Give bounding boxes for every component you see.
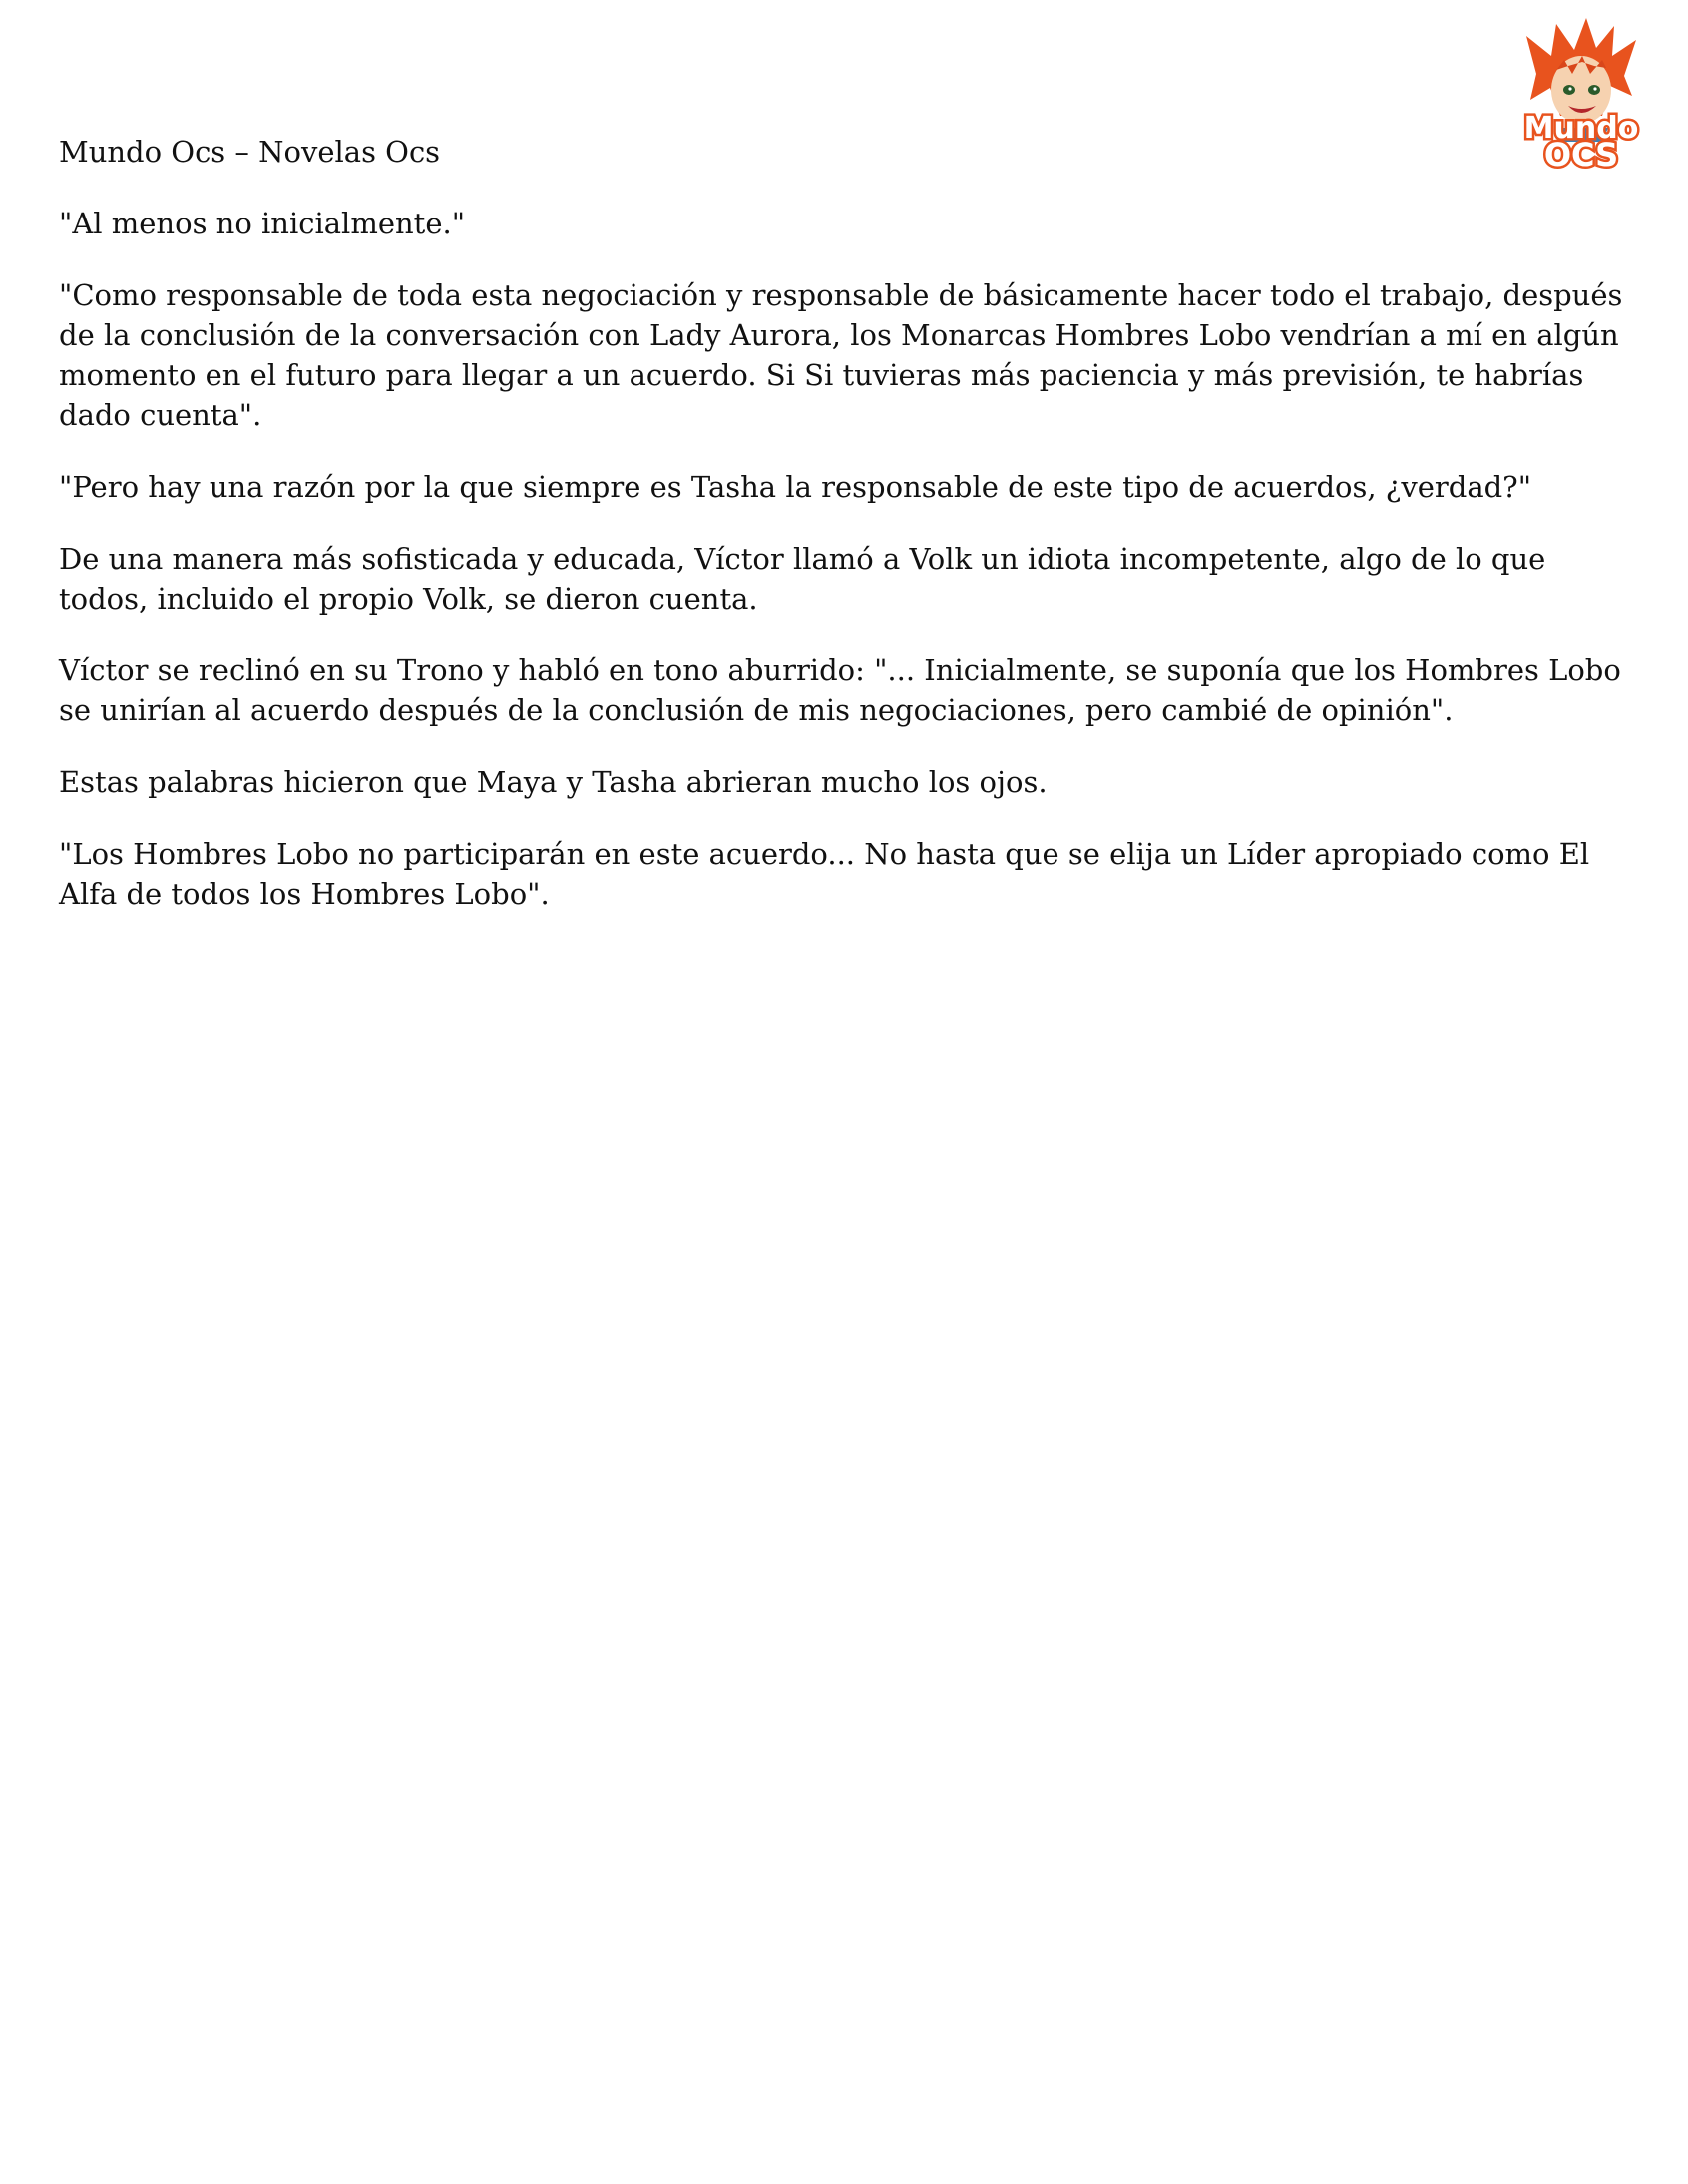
header-text: Mundo Ocs – Novelas Ocs (59, 135, 441, 169)
logo-text-top: Mundo (1523, 111, 1639, 146)
mascot-logo-icon (1506, 16, 1656, 172)
paragraph: "Como responsable de toda esta negociación y responsable de básicamente hacer todo el trabajo, después de la conclusión de la conversación con Lady Aurora, los Monarcas Hombres Lobo vendrían a mí en algún momento en el futuro para llegar a un acuerdo. Si Si tuvieras más paciencia y más previsión, te habrías dado cuenta". (59, 278, 1623, 432)
paragraph: Víctor se reclinó en su Trono y habló en tono aburrido: "... Inicialmente, se suponía que los Hombres Lobo se unirían al acuerdo después de la conclusión de mis negociaciones, pero cambié de opinión". (59, 654, 1621, 727)
paragraph: "Al menos no inicialmente." (59, 207, 466, 240)
paragraph: "Los Hombres Lobo no participarán en este acuerdo... No hasta que se elija un Líder apropiado como El Alfa de todos los Hombres Lobo". (59, 837, 1590, 911)
paragraph: De una manera más sofisticada y educada, Víctor llamó a Volk un idiota incompetente, algo de lo que todos, incluido el propio Volk, se dieron cuenta. (59, 542, 1546, 616)
paragraph: Estas palabras hicieron que Maya y Tasha abrieran mucho los ojos. (59, 765, 1048, 799)
logo-text-bottom: OCS (1543, 136, 1619, 172)
document-body (59, 204, 1627, 946)
paragraph: "Pero hay una razón por la que siempre es Tasha la responsable de este tipo de acuerdos, ¿verdad?" (59, 470, 1532, 504)
